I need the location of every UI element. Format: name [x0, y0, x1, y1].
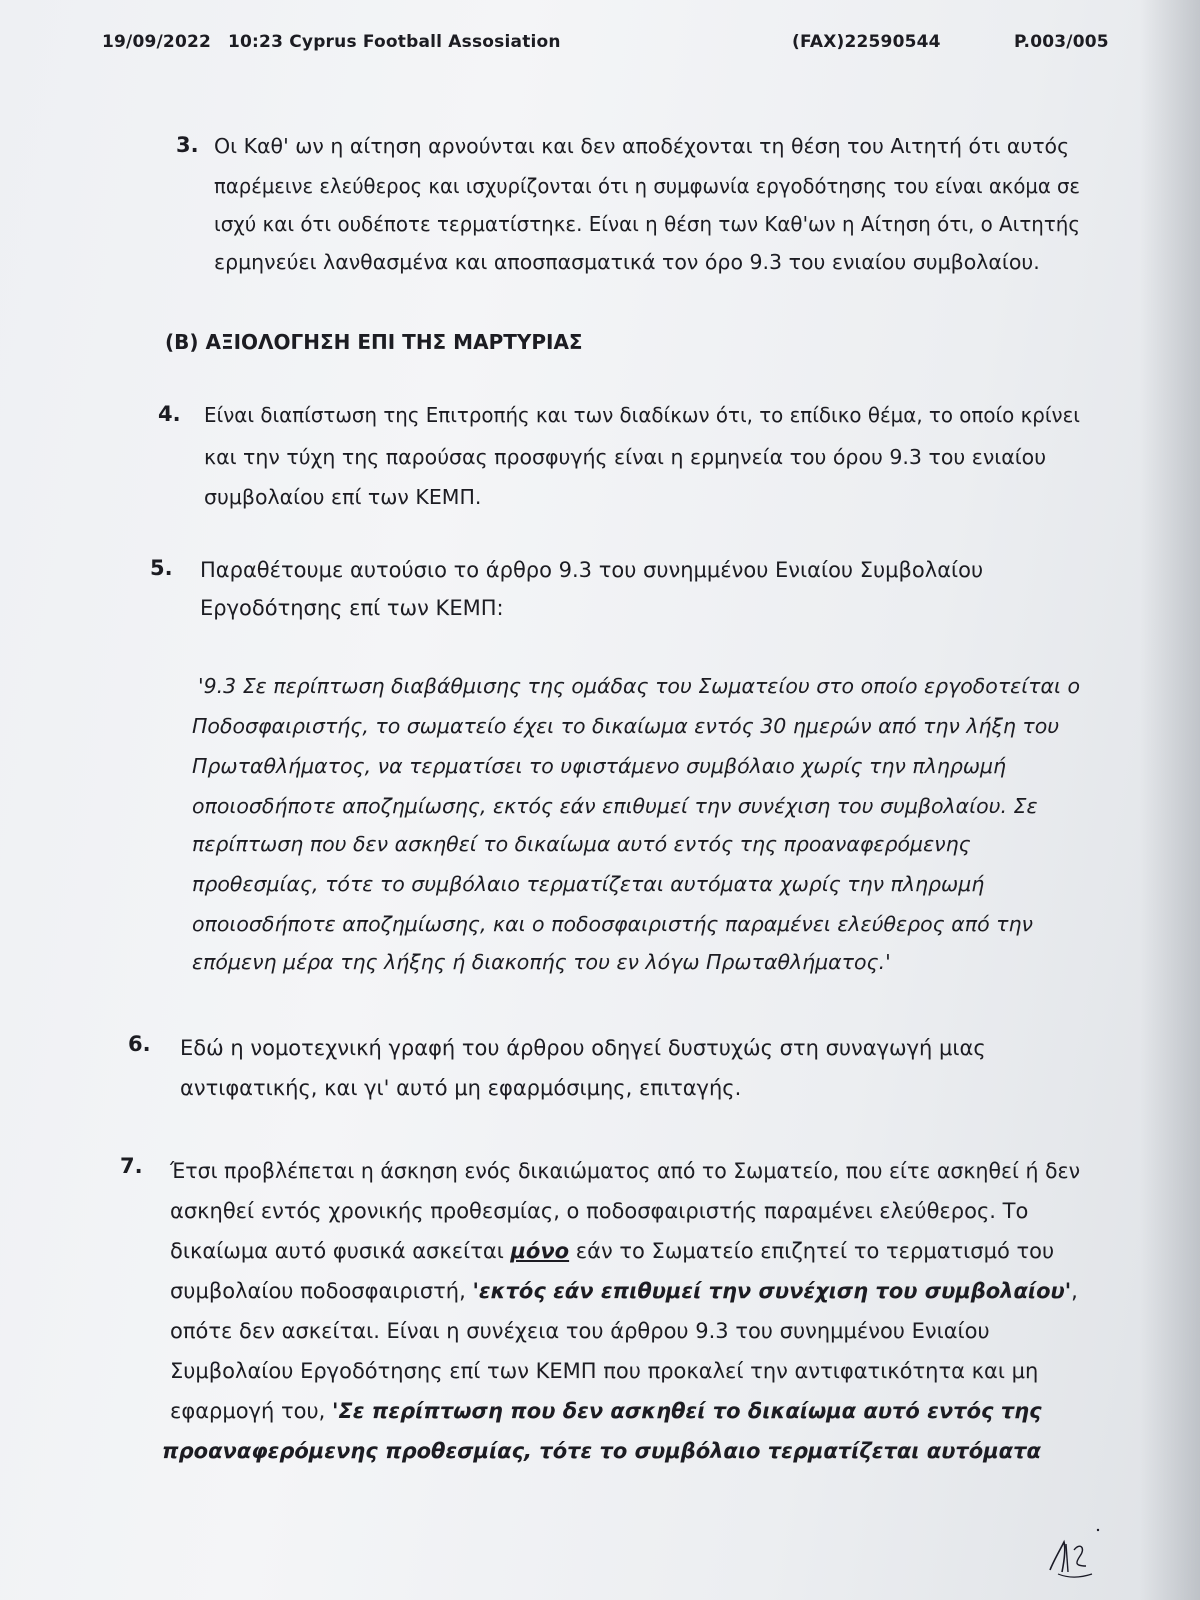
section-heading-b: (Β) ΑΞΙΟΛΟΓΗΣΗ ΕΠΙ ΤΗΣ ΜΑΡΤΥΡΙΑΣ	[165, 330, 583, 354]
text-run: εάν το Σωματείο επιζητεί το τερματισμό του	[569, 1239, 1055, 1263]
paragraph-line	[170, 1397, 1042, 1425]
paragraph-line: αντιφατικής, και γι' αυτό μη εφαρμόσιμης, επιταγής.	[180, 1076, 742, 1100]
emphasis-quote: 'εκτός εάν επιθυμεί την συνέχιση του συμβολαίου'	[472, 1279, 1072, 1303]
quote-line: επόμενη μέρα της λήξης ή διακοπής του εν λόγω Πρωταθλήματος.'	[192, 950, 891, 974]
quote-line: Ποδοσφαιριστής, το σωματείο έχει το δικαίωμα εντός 30 ημερών από την λήξη του	[192, 714, 1060, 738]
quote-line: περίπτωση που δεν ασκηθεί το δικαίωμα αυτό εντός της προαναφερόμενης	[192, 832, 971, 856]
paragraph-number: 4.	[158, 402, 181, 426]
paragraph-number: 6.	[128, 1032, 151, 1056]
paragraph-line: ασκηθεί εντός χρονικής προθεσμίας, ο ποδοσφαιριστής παραμένει ελεύθερος. Το	[170, 1199, 1029, 1223]
paragraph-line: Έτσι προβλέπεται η άσκηση ενός δικαιώματος από το Σωματείο, που είτε ασκηθεί ή δεν	[170, 1159, 1081, 1183]
page-edge-shadow	[1140, 0, 1200, 1600]
fax-page-number: P.003/005	[1014, 32, 1109, 52]
quote-line: προθεσμίας, τότε το συμβόλαιο τερματίζεται αυτόματα χωρίς την πληρωμή	[192, 872, 985, 896]
paragraph-line: συμβολαίου επί των ΚΕΜΠ.	[204, 485, 482, 509]
text-run: ,	[1071, 1279, 1078, 1303]
paragraph-line: Εδώ η νομοτεχνική γραφή του άρθρου οδηγεί δυστυχώς στη συναγωγή μιας	[180, 1036, 986, 1060]
quote-line: Πρωταθλήματος, να τερματίσει το υφιστάμενο συμβόλαιο χωρίς την πληρωμή	[192, 754, 1007, 778]
paragraph-line: ισχύ και ότι ουδέποτε τερματίστηκε. Είναι η θέση των Καθ'ων η Αίτηση ότι, ο Αιτητής	[214, 212, 1081, 236]
quote-line: '9.3 Σε περίπτωση διαβάθμισης της ομάδας του Σωματείου στο οποίο εργοδοτείται ο	[198, 674, 1081, 698]
emphasis-only: μόνο	[510, 1239, 570, 1263]
paragraph-line: και την τύχη της παρούσας προσφυγής είναι η ερμηνεία του όρου 9.3 του ενιαίου	[204, 445, 1047, 469]
paragraph-number: 7.	[120, 1154, 143, 1178]
emphasis-quote: 'Σε περίπτωση που δεν ασκηθεί το δικαίωμα αυτό εντός της	[332, 1399, 1042, 1423]
fax-header	[100, 32, 1109, 58]
fax-number: (FAX)22590544	[792, 32, 941, 52]
paragraph-line: Οι Καθ' ων η αίτηση αρνούνται και δεν αποδέχονται τη θέση του Αιτητή ότι αυτός	[214, 134, 1070, 158]
quote-line: οποιοσδήποτε αποζημίωσης, εκτός εάν επιθυμεί την συνέχιση του συμβολαίου. Σε	[192, 794, 1038, 818]
paragraph-line: Συμβολαίου Εργοδότησης επί των ΚΕΜΠ που προκαλεί την αντιφατικότητα και μη	[170, 1359, 1039, 1383]
paragraph-number: 3.	[176, 133, 199, 157]
paragraph-line: παρέμεινε ελεύθερος και ισχυρίζονται ότι η συμφωνία εργοδότησης του είναι ακόμα σε	[214, 174, 1081, 198]
paragraph-line: οπότε δεν ασκείται. Είναι η συνέχεια του άρθρου 9.3 του συνημμένου Ενιαίου	[170, 1319, 990, 1343]
paragraph-line: Παραθέτουμε αυτούσιο το άρθρο 9.3 του συνημμένου Ενιαίου Συμβολαίου	[200, 558, 984, 582]
fax-sender: 10:23 Cyprus Football Assosiation	[228, 32, 561, 52]
quote-line: οποιοσδήποτε αποζημίωσης, και ο ποδοσφαιριστής παραμένει ελεύθερος από την	[192, 912, 1033, 936]
paragraph-line: Είναι διαπίστωση της Επιτροπής και των διαδίκων ότι, το επίδικο θέμα, το οποίο κρίνει	[204, 403, 1081, 427]
paragraph-line	[170, 1277, 1078, 1305]
text-run: δικαίωμα αυτό φυσικά ασκείται	[170, 1239, 511, 1263]
paragraph-line: Εργοδότησης επί των ΚΕΜΠ:	[200, 596, 504, 620]
text-run: εφαρμογή του,	[170, 1399, 332, 1423]
paragraph-line: ερμηνεύει λανθασμένα και αποσπασματικά τον όρο 9.3 του ενιαίου συμβολαίου.	[214, 250, 1040, 274]
paragraph-number: 5.	[150, 556, 173, 580]
fax-date: 19/09/2022	[102, 32, 212, 52]
text-run: συμβολαίου ποδοσφαιριστή,	[170, 1279, 473, 1303]
paragraph-line: προαναφερόμενης προθεσμίας, τότε το συμβόλαιο τερματίζεται αυτόματα	[162, 1439, 1041, 1463]
paragraph-line	[170, 1237, 1054, 1265]
handwritten-initials	[1044, 1520, 1104, 1580]
